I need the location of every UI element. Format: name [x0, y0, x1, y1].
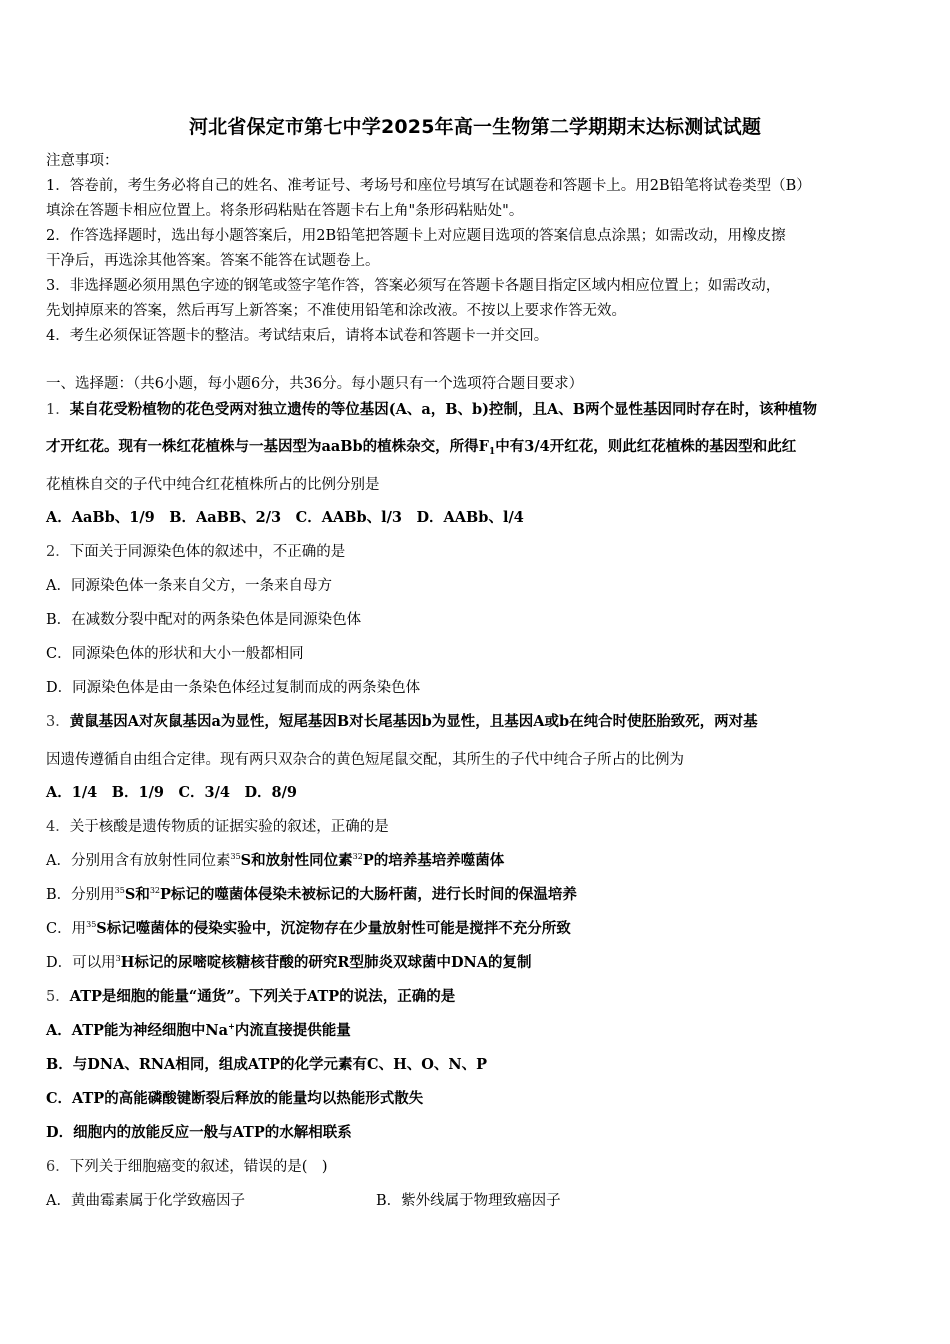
question-text: 关于核酸是遗传物质的证据实验的叙述，正确的是 — [69, 819, 389, 835]
option-a[interactable]: A．同源染色体一条来自父方，一条来自母方 — [46, 578, 332, 594]
question-text: 下面关于同源染色体的叙述中，不正确的是 — [69, 544, 346, 560]
notice-line: 干净后，再选涂其他答案。答案不能答在试题卷上。 — [46, 253, 380, 269]
question-number: 6． — [46, 1159, 70, 1175]
option-text: P的培养基培养噬菌体 — [362, 852, 505, 869]
option-text: S标记噬菌体的侵染实验中，沉淀物存在少量放射性可能是搅拌不充分所致 — [96, 920, 571, 937]
question-1-line — [46, 437, 916, 457]
option-text: A．ATP能为神经细胞中Na — [46, 1022, 229, 1039]
notice-line: 先划掉原来的答案，然后再写上新答案；不准使用铅笔和涂改液。不按以上要求作答无效。 — [46, 303, 626, 319]
question-4-stem — [46, 817, 916, 837]
option-a[interactable]: A．黄曲霉素属于化学致癌因子 — [46, 1193, 245, 1209]
question-3-line: 因遗传遵循自由组合定律。现有两只双杂合的黄色短尾鼠交配，其所生的子代中纯合子所占的比例为 — [46, 752, 684, 768]
notice-heading: 注意事项： — [46, 153, 119, 169]
option-b[interactable]: B．紫外线属于物理致癌因子 — [376, 1193, 561, 1209]
option-text: 内流直接提供能量 — [234, 1022, 351, 1039]
option-text: P标记的噬菌体侵染未被标记的大肠杆菌，进行长时间的保温培养 — [160, 886, 577, 903]
question-text: 下列关于细胞癌变的叙述，错误的是( ) — [69, 1159, 328, 1175]
question-text: 黄鼠基因A对灰鼠基因a为显性，短尾基因B对长尾基因b为显性，且基因A或b在纯合时使胚胎致死，两对基 — [69, 713, 758, 730]
option-c[interactable]: C．ATP的高能磷酸键断裂后释放的能量均以热能形式散失 — [46, 1090, 424, 1107]
option-text: C．用 — [46, 921, 87, 937]
section-heading: 一、选择题：（共6小题，每小题6分，共36分。每小题只有一个选项符合题目要求） — [46, 376, 584, 392]
question-2-stem — [46, 542, 916, 562]
question-number: 3． — [46, 714, 70, 730]
option-text: B．分别用 — [46, 887, 115, 903]
option-text: D．可以用 — [46, 955, 116, 971]
superscript: 3 — [115, 954, 121, 963]
option-a[interactable] — [46, 1021, 916, 1041]
question-text: ATP是细胞的能量“通货”。下列关于ATP的说法，正确的是 — [69, 988, 456, 1005]
question-6-stem — [46, 1157, 916, 1177]
option-text: A．分别用含有放射性同位素 — [46, 853, 231, 869]
option-d[interactable]: D．同源染色体是由一条染色体经过复制而成的两条染色体 — [46, 680, 421, 696]
option-b[interactable]: B．在减数分裂中配对的两条染色体是同源染色体 — [46, 612, 362, 628]
question-number: 2． — [46, 544, 70, 560]
superscript: 32 — [149, 886, 161, 895]
question-text: 才开红花。现有一株红花植株与一基因型为aaBb的植株杂交，所得F — [46, 438, 489, 455]
option-b[interactable]: B．与DNA、RNA相同，组成ATP的化学元素有C、H、O、N、P — [46, 1056, 488, 1073]
option-c[interactable]: C．同源染色体的形状和大小一般都相同 — [46, 646, 304, 662]
option-text: H标记的尿嘧啶核糖核苷酸的研究R型肺炎双球菌中DNA的复制 — [120, 954, 532, 971]
question-text: 某自花受粉植物的花色受两对独立遗传的等位基因(A、a，B、b)控制，且A、B两个显性基因同时存在时，该种植物 — [69, 401, 817, 418]
page-title: 河北省保定市第七中学2025年高一生物第二学期期末达标测试试题 — [188, 116, 762, 138]
superscript: + — [228, 1021, 235, 1031]
superscript: 35 — [86, 920, 97, 929]
option-text: S和放射性同位素 — [240, 852, 353, 869]
notice-line: 4．考生必须保证答题卡的整洁。考试结束后，请将本试卷和答题卡一并交回。 — [46, 328, 549, 344]
question-number: 5． — [46, 989, 70, 1005]
superscript: 35 — [114, 886, 125, 895]
option-b[interactable] — [46, 885, 916, 905]
option-c[interactable] — [46, 919, 916, 939]
question-number: 4． — [46, 819, 70, 835]
question-3-options[interactable]: A．1/4 B．1/9 C．3/4 D．8/9 — [46, 784, 298, 801]
notice-line: 2．作答选择题时，选出每小题答案后，用2B铅笔把答题卡上对应题目选项的答案信息点涂黑；如需改动，用橡皮擦 — [46, 228, 786, 244]
option-d[interactable]: D．细胞内的放能反应一般与ATP的水解相联系 — [46, 1124, 352, 1141]
subscript: 1 — [488, 447, 496, 457]
question-1-line: 花植株自交的子代中纯合红花植株所占的比例分别是 — [46, 477, 380, 493]
option-text: S和 — [124, 886, 150, 903]
superscript: 35 — [230, 852, 241, 861]
superscript: 32 — [352, 852, 363, 861]
question-3-line — [46, 712, 916, 732]
question-5-stem — [46, 987, 916, 1007]
option-d[interactable] — [46, 953, 916, 973]
question-text: 中有3/4开红花，则此红花植株的基因型和此红 — [495, 438, 797, 455]
notice-line: 1．答卷前，考生务必将自己的姓名、准考证号、考场号和座位号填写在试题卷和答题卡上。用2B铅笔将试卷类型（B） — [46, 178, 811, 194]
notice-line: 填涂在答题卡相应位置上。将条形码粘贴在答题卡右上角"条形码粘贴处"。 — [46, 203, 524, 219]
question-number: 1． — [46, 402, 70, 418]
question-6-options — [46, 1191, 916, 1211]
option-a[interactable] — [46, 851, 916, 871]
question-1-options[interactable]: A．AaBb、1/9 B．AaBB、2/3 C．AABb、l/3 D．AABb、l/4 — [46, 509, 524, 526]
question-1-line — [46, 400, 916, 420]
notice-line: 3．非选择题必须用黑色字迹的钢笔或签字笔作答，答案必须写在答题卡各题目指定区域内相应位置上；如需改动， — [46, 278, 781, 294]
